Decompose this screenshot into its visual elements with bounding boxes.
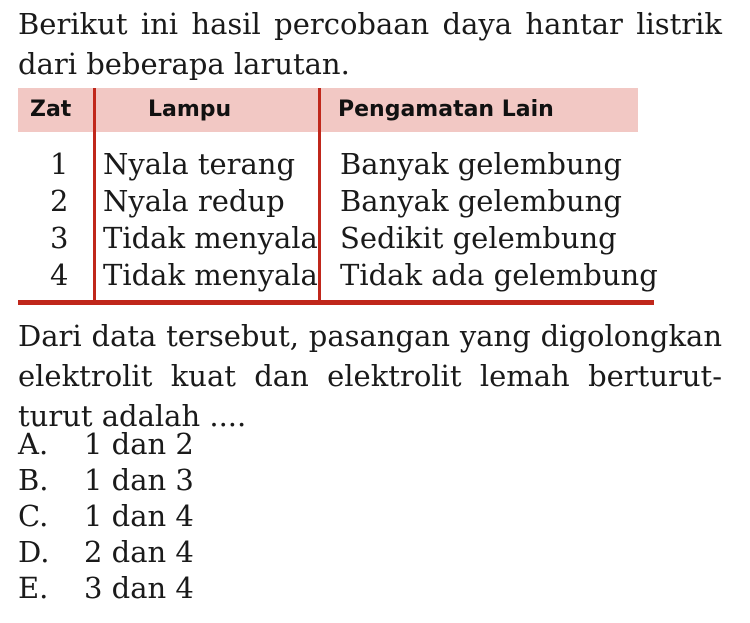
answer-options [18, 426, 418, 606]
option-text: 2 dan 4 [84, 535, 194, 569]
table-row [18, 220, 654, 257]
option-b[interactable] [18, 462, 418, 498]
question-text: Dari data tersebut, pasangan yang digolongkan elektrolit kuat dan elektrolit lemah berturut-turut adalah .... [18, 319, 722, 433]
cell-zat: 2 [50, 184, 69, 218]
option-letter: D. [18, 535, 50, 569]
option-letter: A. [18, 427, 49, 461]
table-bottom-rule [18, 300, 654, 305]
option-text: 1 dan 2 [84, 427, 194, 461]
cell-lampu: Tidak menyala [103, 221, 318, 255]
table-header [18, 88, 638, 132]
intro-text: Berikut ini hasil percobaan daya hantar listrik dari beberapa larutan. [18, 7, 722, 81]
option-letter: C. [18, 499, 49, 533]
header-zat: Zat [30, 97, 72, 122]
option-letter: E. [18, 571, 49, 605]
option-a[interactable] [18, 426, 418, 462]
option-letter: B. [18, 463, 49, 497]
option-c[interactable] [18, 498, 418, 534]
experiment-table [18, 88, 658, 305]
option-d[interactable] [18, 534, 418, 570]
cell-lampu: Tidak menyala [103, 258, 318, 292]
option-text: 1 dan 3 [84, 463, 194, 497]
table-body [18, 146, 658, 294]
table-row [18, 183, 654, 220]
cell-lampu: Nyala redup [103, 184, 285, 218]
cell-zat: 1 [50, 147, 69, 181]
option-text: 1 dan 4 [84, 499, 194, 533]
header-pengamatan: Pengamatan Lain [338, 97, 554, 122]
cell-pengamatan: Banyak gelembung [340, 147, 622, 181]
table-row [18, 146, 654, 183]
option-e[interactable] [18, 570, 418, 606]
cell-pengamatan: Sedikit gelembung [340, 221, 617, 255]
cell-zat: 3 [50, 221, 69, 255]
cell-lampu: Nyala terang [103, 147, 296, 181]
cell-pengamatan: Tidak ada gelembung [340, 258, 658, 292]
cell-pengamatan: Banyak gelembung [340, 184, 622, 218]
header-lampu: Lampu [148, 97, 232, 122]
table-row [18, 257, 658, 294]
cell-zat: 4 [50, 258, 69, 292]
option-text: 3 dan 4 [84, 571, 194, 605]
